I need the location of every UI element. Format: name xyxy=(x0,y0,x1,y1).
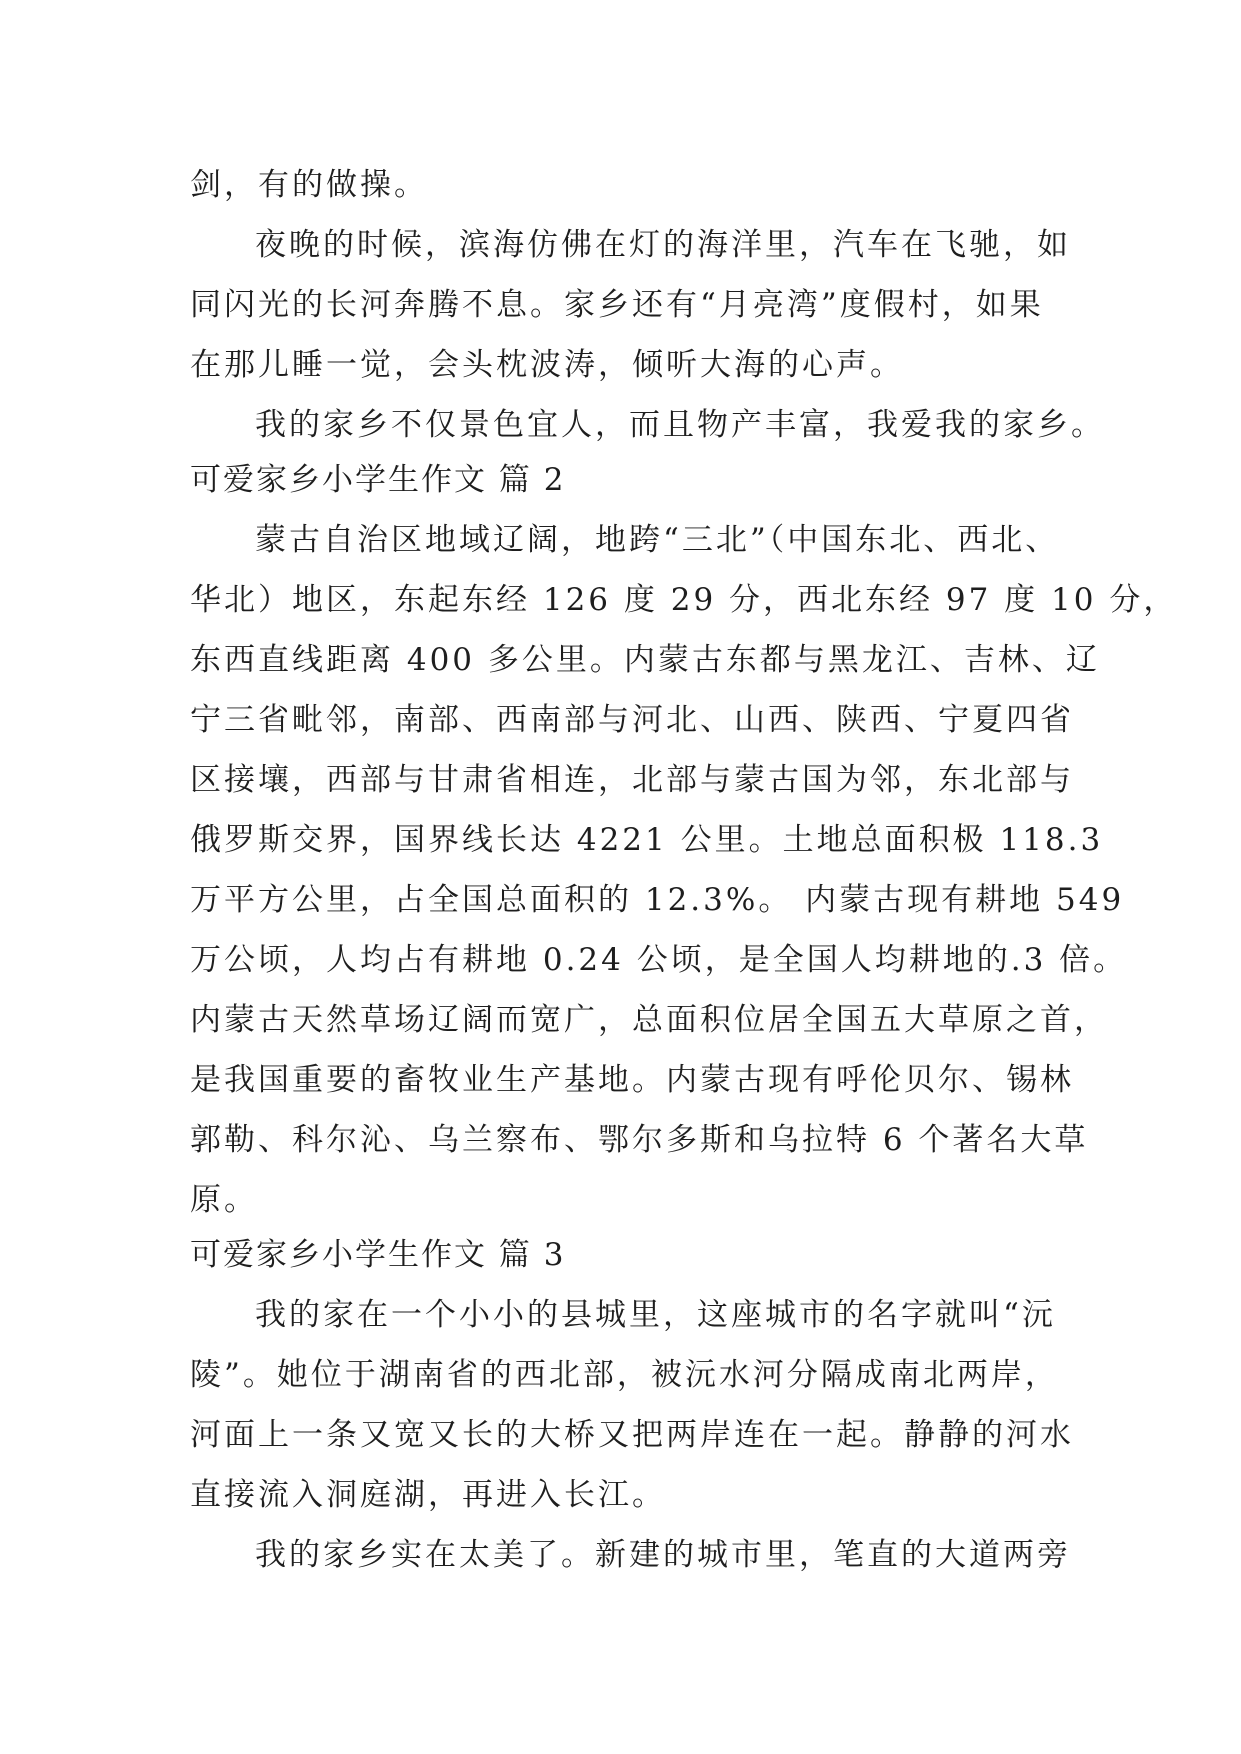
text-line: 宁三省毗邻，南部、西南部与河北、山西、陕西、宁夏四省 xyxy=(190,702,1074,738)
text-line: 原。 xyxy=(190,1182,258,1218)
text-line: 内蒙古天然草场辽阔而宽广，总面积位居全国五大草原之首， xyxy=(190,1002,1108,1038)
text-line: 夜晚的时候，滨海仿佛在灯的海洋里，汽车在飞驰，如 xyxy=(255,227,1071,263)
section-heading: 可爱家乡小学生作文 篇 3 xyxy=(190,1237,566,1273)
text-line: 东西直线距离 400 多公里。内蒙古东都与黑龙江、吉林、辽 xyxy=(190,642,1100,678)
text-line: 俄罗斯交界，国界线长达 4221 公里。土地总面积极 118.3 xyxy=(190,822,1104,858)
text-line: 万平方公里，占全国总面积的 12.3%。 内蒙古现有耕地 549 xyxy=(190,882,1125,918)
text-line: 我的家在一个小小的县城里，这座城市的名字就叫“沅 xyxy=(255,1297,1056,1333)
text-line: 郭勒、科尔沁、乌兰察布、鄂尔多斯和乌拉特 6 个著名大草 xyxy=(190,1122,1089,1158)
text-line: 万公顷，人均占有耕地 0.24 公顷，是全国人均耕地的.3 倍。 xyxy=(190,942,1128,978)
text-line: 同闪光的长河奔腾不息。家乡还有“月亮湾”度假村，如果 xyxy=(190,287,1044,323)
text-line: 华北）地区，东起东经 126 度 29 分，西北东经 97 度 10 分， xyxy=(190,582,1178,618)
text-line: 我的家乡不仅景色宜人，而且物产丰富，我爱我的家乡。 xyxy=(255,407,1105,443)
section-heading: 可爱家乡小学生作文 篇 2 xyxy=(190,462,566,498)
text-line: 直接流入洞庭湖，再进入长江。 xyxy=(190,1477,666,1513)
text-line: 在那儿睡一觉，会头枕波涛，倾听大海的心声。 xyxy=(190,347,904,383)
text-line: 剑，有的做操。 xyxy=(190,167,428,203)
text-line: 河面上一条又宽又长的大桥又把两岸连在一起。静静的河水 xyxy=(190,1417,1074,1453)
text-line: 我的家乡实在太美了。新建的城市里，笔直的大道两旁 xyxy=(255,1537,1071,1573)
text-line: 蒙古自治区地域辽阔，地跨“三北”（中国东北、西北、 xyxy=(255,522,1060,558)
text-line: 区接壤，西部与甘肃省相连，北部与蒙古国为邻，东北部与 xyxy=(190,762,1074,798)
text-line: 陵”。她位于湖南省的西北部，被沅水河分隔成南北两岸， xyxy=(190,1357,1059,1393)
text-line: 是我国重要的畜牧业生产基地。内蒙古现有呼伦贝尔、锡林 xyxy=(190,1062,1074,1098)
